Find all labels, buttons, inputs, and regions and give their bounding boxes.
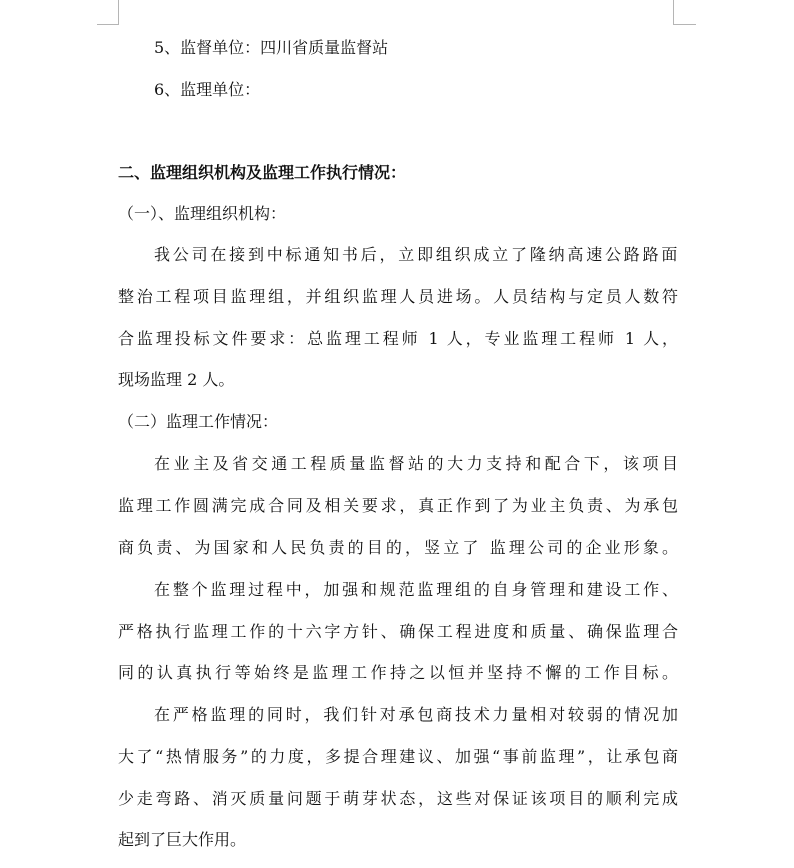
paragraph-line: 在严格监理的同时，我们针对承包商技术力量相对较弱的情况加 — [154, 705, 678, 724]
item-supervising-unit: 5、监督单位：四川省质量监督站 — [154, 38, 389, 57]
paragraph-line: 整治工程项目监理组，并组织监理人员进场。人员结构与定员人数符 — [118, 287, 678, 306]
subsection-heading-1: （一）、监理组织机构： — [118, 204, 287, 223]
crop-mark-top-right — [673, 0, 696, 25]
paragraph-line: 现场监理 2 人。 — [118, 370, 235, 389]
paragraph-line: 严格执行监理工作的十六字方针、确保工程进度和质量、确保监理合 — [118, 622, 678, 641]
paragraph-line: 同的认真执行等始终是监理工作持之以恒并坚持不懈的工作目标。 — [118, 663, 678, 682]
paragraph-line: 我公司在接到中标通知书后，立即组织成立了隆纳高速公路路面 — [154, 245, 678, 264]
paragraph-line: 大了“热情服务”的力度，多提合理建议、加强“事前监理”，让承包商 — [118, 747, 678, 766]
paragraph-line: 合监理投标文件要求：总监理工程师 1 人，专业监理工程师 1 人， — [118, 329, 678, 348]
paragraph-line: 起到了巨大作用。 — [118, 830, 247, 849]
item-supervision-unit: 6、监理单位： — [154, 80, 261, 99]
crop-mark-top-left — [97, 0, 119, 25]
paragraph-line: 监理工作圆满完成合同及相关要求，真正作到了为业主负责、为承包 — [118, 496, 678, 515]
section-heading: 二、监理组织机构及监理工作执行情况： — [118, 163, 407, 182]
subsection-heading-2: （二）监理工作情况： — [118, 412, 279, 431]
paragraph-line: 少走弯路、消灭质量问题于萌芽状态，这些对保证该项目的顺利完成 — [118, 789, 678, 808]
paragraph-line: 在整个监理过程中，加强和规范监理组的自身管理和建设工作、 — [154, 580, 678, 599]
paragraph-line: 商负责、为国家和人民负责的目的，竖立了 监理公司的企业形象。 — [118, 538, 678, 557]
paragraph-line: 在业主及省交通工程质量监督站的大力支持和配合下，该项目 — [154, 454, 678, 473]
